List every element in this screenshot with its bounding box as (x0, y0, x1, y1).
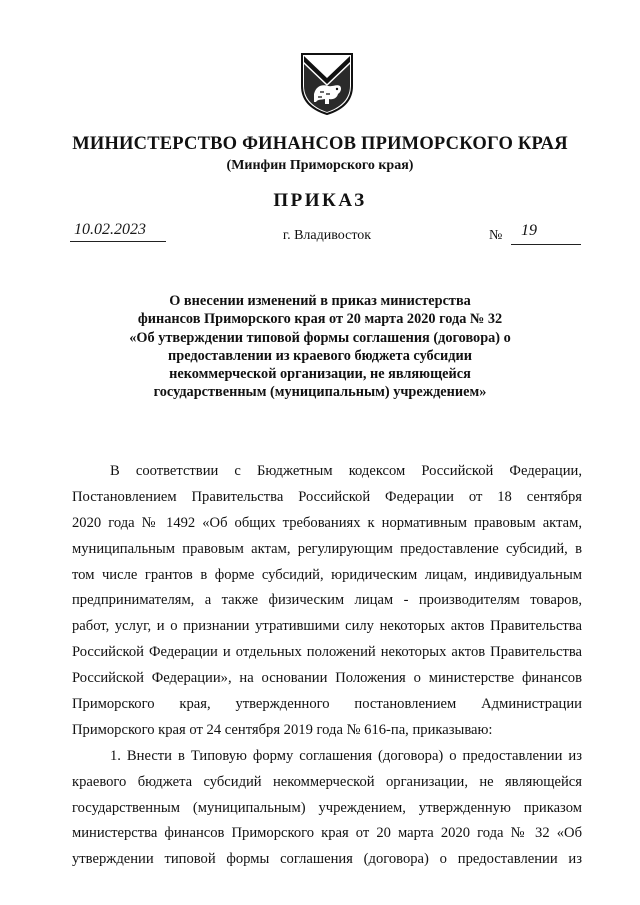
subject-line: «Об утверждении типовой формы соглашения (договора) о (129, 329, 511, 346)
order-subject (0, 292, 640, 402)
order-number-handwritten: 19 (521, 222, 537, 239)
body-line: Российской Федерации», на основании Положения о министерстве финансов (72, 670, 582, 687)
body-line: Приморского края от 24 сентября 2019 года № 616-па, приказываю: (72, 721, 493, 738)
body-line: 1. Внести в Типовую форму соглашения (договора) о предоставлении из (110, 747, 582, 764)
document-type-title: ПРИКАЗ (273, 190, 367, 211)
body-line: том числе грантов в форме субсидий, юридическим лицам, индивидуальным (72, 566, 582, 583)
body-line: В соответствии с Бюджетным кодексом Российской Федерации, (110, 463, 582, 479)
body-line: предпринимателям, а также физическим лицам - производителям товаров, (72, 592, 582, 609)
number-underline (511, 244, 581, 245)
body-line: министерства финансов Приморского края от 20 марта 2020 года № 32 «Об (72, 825, 582, 842)
subject-line: предоставлении из краевого бюджета субсидии (168, 347, 472, 364)
order-city: г. Владивосток (282, 228, 372, 243)
number-sign: № (489, 228, 503, 243)
body-line: работ, услуг, и о признании утратившими силу некоторых актов Правительства (72, 618, 582, 635)
coat-of-arms-icon (300, 52, 354, 116)
body-line: утверждении типовой формы соглашения (договора) о предоставлении из (72, 851, 582, 868)
subject-line: О внесении изменений в приказ министерства (169, 293, 471, 309)
body-line: Постановлением Правительства Российской Федерации от 18 сентября (72, 488, 582, 505)
ministry-short-name: (Минфин Приморского края) (226, 158, 414, 173)
order-date-handwritten: 10.02.2023 (74, 221, 146, 238)
body-line: 2020 года № 1492 «Об общих требованиях к нормативным правовым актам, (72, 514, 582, 531)
body-line: муниципальным правовым актам, регулирующим предоставление субсидий, в (72, 540, 582, 557)
order-number-field (489, 222, 581, 248)
ministry-name: МИНИСТЕРСТВО ФИНАНСОВ ПРИМОРСКОГО КРАЯ (72, 134, 568, 154)
subject-line: финансов Приморского края от 20 марта 2020 года № 32 (137, 311, 503, 328)
subject-line: некоммерческой организации, не являющейся (169, 366, 471, 383)
body-line: государственным (муниципальным) учреждением, утвержденную приказом (72, 799, 582, 816)
subject-line: государственным (муниципальным) учреждением» (153, 384, 487, 401)
order-body-text (72, 459, 582, 873)
body-line: Российской Федерации и отдельных положений некоторых актов Правительства (72, 644, 582, 661)
body-line: Приморского края, утвержденного постановлением Администрации (72, 696, 582, 713)
body-line: краевого бюджета субсидий некоммерческой организации, не являющейся (72, 773, 582, 790)
